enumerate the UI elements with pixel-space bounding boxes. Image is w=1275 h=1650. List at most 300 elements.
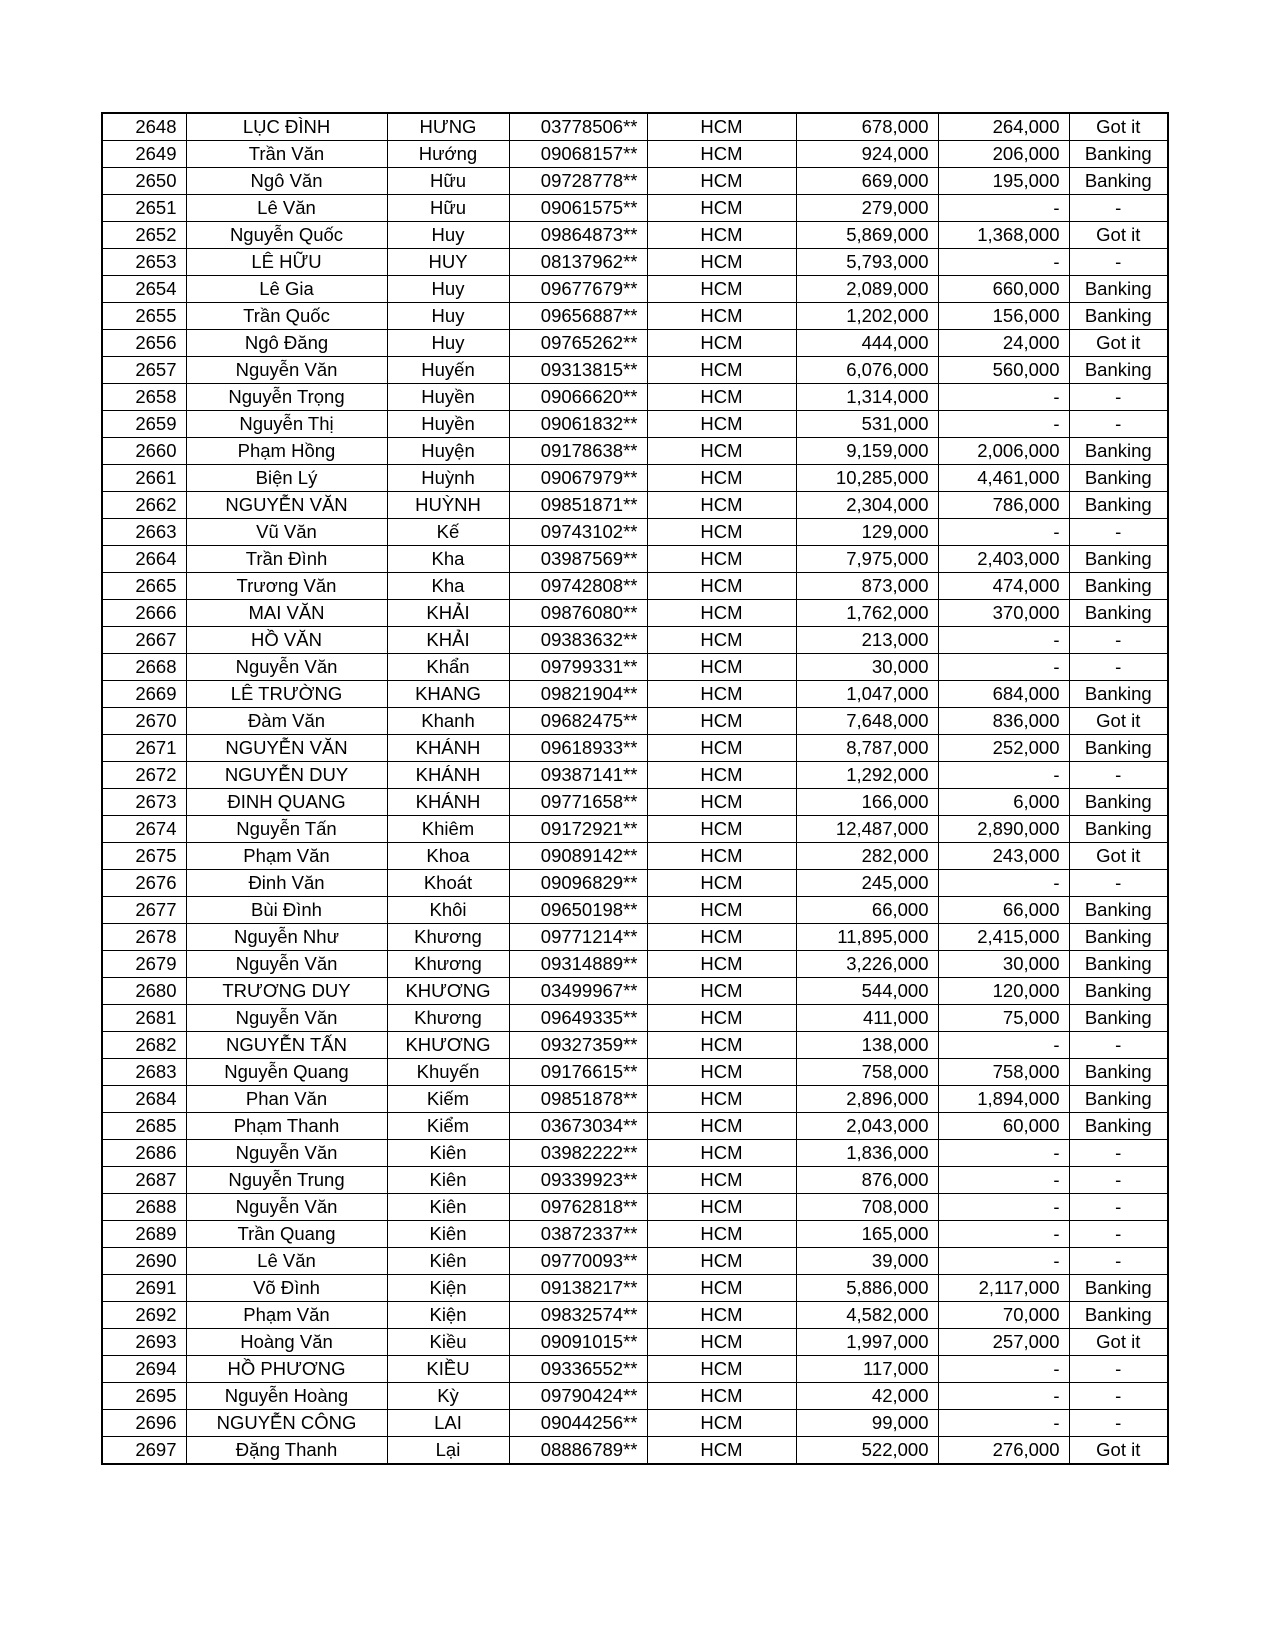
row-number-cell: 2652 bbox=[102, 222, 186, 249]
phone-cell: 09067979** bbox=[509, 465, 647, 492]
last-name-cell: LÊ TRƯỜNG bbox=[186, 681, 387, 708]
row-number-cell: 2655 bbox=[102, 303, 186, 330]
row-number-cell: 2648 bbox=[102, 113, 186, 141]
status-cell: - bbox=[1069, 195, 1168, 222]
status-cell: Banking bbox=[1069, 492, 1168, 519]
first-name-cell: HUY bbox=[387, 249, 509, 276]
city-cell: HCM bbox=[647, 654, 796, 681]
table-row bbox=[102, 195, 1168, 222]
city-cell: HCM bbox=[647, 600, 796, 627]
table-row bbox=[102, 681, 1168, 708]
row-number-cell: 2681 bbox=[102, 1005, 186, 1032]
phone-cell: 09677679** bbox=[509, 276, 647, 303]
table-row bbox=[102, 897, 1168, 924]
phone-cell: 09876080** bbox=[509, 600, 647, 627]
city-cell: HCM bbox=[647, 384, 796, 411]
row-number-cell: 2670 bbox=[102, 708, 186, 735]
bonus-cell: - bbox=[938, 1410, 1069, 1437]
city-cell: HCM bbox=[647, 924, 796, 951]
table-row bbox=[102, 357, 1168, 384]
amount-cell: 66,000 bbox=[796, 897, 938, 924]
phone-cell: 09089142** bbox=[509, 843, 647, 870]
table-row bbox=[102, 1113, 1168, 1140]
city-cell: HCM bbox=[647, 1086, 796, 1113]
phone-cell: 03872337** bbox=[509, 1221, 647, 1248]
status-cell: - bbox=[1069, 870, 1168, 897]
phone-cell: 03499967** bbox=[509, 978, 647, 1005]
amount-cell: 876,000 bbox=[796, 1167, 938, 1194]
first-name-cell: KHẢI bbox=[387, 627, 509, 654]
city-cell: HCM bbox=[647, 1437, 796, 1465]
amount-cell: 758,000 bbox=[796, 1059, 938, 1086]
amount-cell: 1,762,000 bbox=[796, 600, 938, 627]
status-cell: Banking bbox=[1069, 924, 1168, 951]
city-cell: HCM bbox=[647, 816, 796, 843]
row-number-cell: 2673 bbox=[102, 789, 186, 816]
table-row bbox=[102, 519, 1168, 546]
data-table bbox=[101, 112, 1169, 1465]
last-name-cell: Trần Văn bbox=[186, 141, 387, 168]
city-cell: HCM bbox=[647, 1221, 796, 1248]
last-name-cell: Nguyễn Như bbox=[186, 924, 387, 951]
first-name-cell: Lại bbox=[387, 1437, 509, 1465]
last-name-cell: Nguyễn Văn bbox=[186, 1140, 387, 1167]
table-row bbox=[102, 708, 1168, 735]
amount-cell: 1,292,000 bbox=[796, 762, 938, 789]
bonus-cell: 560,000 bbox=[938, 357, 1069, 384]
status-cell: Banking bbox=[1069, 1302, 1168, 1329]
first-name-cell: KHANG bbox=[387, 681, 509, 708]
phone-cell: 09314889** bbox=[509, 951, 647, 978]
last-name-cell: Nguyễn Văn bbox=[186, 357, 387, 384]
phone-cell: 09799331** bbox=[509, 654, 647, 681]
phone-cell: 09066620** bbox=[509, 384, 647, 411]
first-name-cell: Kỳ bbox=[387, 1383, 509, 1410]
last-name-cell: LỤC ĐÌNH bbox=[186, 113, 387, 141]
first-name-cell: KHƯƠNG bbox=[387, 1032, 509, 1059]
status-cell: Got it bbox=[1069, 222, 1168, 249]
row-number-cell: 2656 bbox=[102, 330, 186, 357]
last-name-cell: NGUYỄN VĂN bbox=[186, 492, 387, 519]
bonus-cell: 2,117,000 bbox=[938, 1275, 1069, 1302]
first-name-cell: Khương bbox=[387, 1005, 509, 1032]
last-name-cell: Nguyễn Quang bbox=[186, 1059, 387, 1086]
last-name-cell: HỒ PHƯƠNG bbox=[186, 1356, 387, 1383]
phone-cell: 09068157** bbox=[509, 141, 647, 168]
last-name-cell: ĐINH QUANG bbox=[186, 789, 387, 816]
amount-cell: 411,000 bbox=[796, 1005, 938, 1032]
city-cell: HCM bbox=[647, 411, 796, 438]
last-name-cell: MAI VĂN bbox=[186, 600, 387, 627]
city-cell: HCM bbox=[647, 1140, 796, 1167]
table-row bbox=[102, 465, 1168, 492]
last-name-cell: Nguyễn Văn bbox=[186, 951, 387, 978]
last-name-cell: NGUYỄN TẤN bbox=[186, 1032, 387, 1059]
row-number-cell: 2691 bbox=[102, 1275, 186, 1302]
status-cell: Banking bbox=[1069, 276, 1168, 303]
bonus-cell: 195,000 bbox=[938, 168, 1069, 195]
city-cell: HCM bbox=[647, 1113, 796, 1140]
status-cell: Banking bbox=[1069, 789, 1168, 816]
bonus-cell: - bbox=[938, 1140, 1069, 1167]
bonus-cell: 276,000 bbox=[938, 1437, 1069, 1465]
amount-cell: 2,043,000 bbox=[796, 1113, 938, 1140]
bonus-cell: - bbox=[938, 1356, 1069, 1383]
phone-cell: 09061575** bbox=[509, 195, 647, 222]
first-name-cell: KHÁNH bbox=[387, 789, 509, 816]
row-number-cell: 2667 bbox=[102, 627, 186, 654]
amount-cell: 1,202,000 bbox=[796, 303, 938, 330]
table-row bbox=[102, 978, 1168, 1005]
amount-cell: 678,000 bbox=[796, 113, 938, 141]
bonus-cell: 66,000 bbox=[938, 897, 1069, 924]
bonus-cell: - bbox=[938, 1383, 1069, 1410]
last-name-cell: HỒ VĂN bbox=[186, 627, 387, 654]
status-cell: Banking bbox=[1069, 978, 1168, 1005]
bonus-cell: 2,415,000 bbox=[938, 924, 1069, 951]
amount-cell: 4,582,000 bbox=[796, 1302, 938, 1329]
table-row bbox=[102, 1086, 1168, 1113]
status-cell: - bbox=[1069, 384, 1168, 411]
row-number-cell: 2676 bbox=[102, 870, 186, 897]
last-name-cell: NGUYỄN VĂN bbox=[186, 735, 387, 762]
last-name-cell: Nguyễn Thị bbox=[186, 411, 387, 438]
city-cell: HCM bbox=[647, 330, 796, 357]
first-name-cell: Khẩn bbox=[387, 654, 509, 681]
first-name-cell: Kiên bbox=[387, 1194, 509, 1221]
row-number-cell: 2682 bbox=[102, 1032, 186, 1059]
bonus-cell: 120,000 bbox=[938, 978, 1069, 1005]
status-cell: Got it bbox=[1069, 1437, 1168, 1465]
bonus-cell: 257,000 bbox=[938, 1329, 1069, 1356]
row-number-cell: 2694 bbox=[102, 1356, 186, 1383]
first-name-cell: Huy bbox=[387, 276, 509, 303]
row-number-cell: 2695 bbox=[102, 1383, 186, 1410]
row-number-cell: 2687 bbox=[102, 1167, 186, 1194]
last-name-cell: Trần Đình bbox=[186, 546, 387, 573]
bonus-cell: 786,000 bbox=[938, 492, 1069, 519]
status-cell: Banking bbox=[1069, 438, 1168, 465]
table-row bbox=[102, 1032, 1168, 1059]
city-cell: HCM bbox=[647, 546, 796, 573]
status-cell: Banking bbox=[1069, 546, 1168, 573]
first-name-cell: Kha bbox=[387, 546, 509, 573]
table-row bbox=[102, 1248, 1168, 1275]
row-number-cell: 2680 bbox=[102, 978, 186, 1005]
status-cell: - bbox=[1069, 519, 1168, 546]
phone-cell: 03778506** bbox=[509, 113, 647, 141]
status-cell: Banking bbox=[1069, 573, 1168, 600]
amount-cell: 42,000 bbox=[796, 1383, 938, 1410]
amount-cell: 213,000 bbox=[796, 627, 938, 654]
phone-cell: 09656887** bbox=[509, 303, 647, 330]
row-number-cell: 2649 bbox=[102, 141, 186, 168]
bonus-cell: 30,000 bbox=[938, 951, 1069, 978]
phone-cell: 09091015** bbox=[509, 1329, 647, 1356]
first-name-cell: Huỳnh bbox=[387, 465, 509, 492]
phone-cell: 09771658** bbox=[509, 789, 647, 816]
table-row bbox=[102, 627, 1168, 654]
amount-cell: 166,000 bbox=[796, 789, 938, 816]
status-cell: - bbox=[1069, 1356, 1168, 1383]
last-name-cell: LÊ HỮU bbox=[186, 249, 387, 276]
first-name-cell: LAI bbox=[387, 1410, 509, 1437]
amount-cell: 1,047,000 bbox=[796, 681, 938, 708]
last-name-cell: Lê Văn bbox=[186, 195, 387, 222]
status-cell: - bbox=[1069, 1140, 1168, 1167]
amount-cell: 5,869,000 bbox=[796, 222, 938, 249]
amount-cell: 5,886,000 bbox=[796, 1275, 938, 1302]
phone-cell: 09618933** bbox=[509, 735, 647, 762]
table-row bbox=[102, 762, 1168, 789]
table-row bbox=[102, 276, 1168, 303]
status-cell: - bbox=[1069, 1248, 1168, 1275]
city-cell: HCM bbox=[647, 465, 796, 492]
first-name-cell: Kế bbox=[387, 519, 509, 546]
status-cell: Banking bbox=[1069, 465, 1168, 492]
amount-cell: 99,000 bbox=[796, 1410, 938, 1437]
city-cell: HCM bbox=[647, 113, 796, 141]
city-cell: HCM bbox=[647, 249, 796, 276]
amount-cell: 10,285,000 bbox=[796, 465, 938, 492]
amount-cell: 1,997,000 bbox=[796, 1329, 938, 1356]
last-name-cell: Nguyễn Trung bbox=[186, 1167, 387, 1194]
amount-cell: 279,000 bbox=[796, 195, 938, 222]
last-name-cell: Phạm Văn bbox=[186, 1302, 387, 1329]
table-body bbox=[102, 113, 1168, 1464]
status-cell: Banking bbox=[1069, 735, 1168, 762]
amount-cell: 30,000 bbox=[796, 654, 938, 681]
bonus-cell: - bbox=[938, 1221, 1069, 1248]
first-name-cell: HƯNG bbox=[387, 113, 509, 141]
bonus-cell: 75,000 bbox=[938, 1005, 1069, 1032]
status-cell: Banking bbox=[1069, 1275, 1168, 1302]
first-name-cell: Hữu bbox=[387, 195, 509, 222]
amount-cell: 3,226,000 bbox=[796, 951, 938, 978]
row-number-cell: 2693 bbox=[102, 1329, 186, 1356]
city-cell: HCM bbox=[647, 897, 796, 924]
phone-cell: 09061832** bbox=[509, 411, 647, 438]
city-cell: HCM bbox=[647, 303, 796, 330]
row-number-cell: 2651 bbox=[102, 195, 186, 222]
first-name-cell: Kiều bbox=[387, 1329, 509, 1356]
bonus-cell: - bbox=[938, 627, 1069, 654]
table-row bbox=[102, 222, 1168, 249]
amount-cell: 444,000 bbox=[796, 330, 938, 357]
last-name-cell: Nguyễn Trọng bbox=[186, 384, 387, 411]
city-cell: HCM bbox=[647, 1410, 796, 1437]
row-number-cell: 2659 bbox=[102, 411, 186, 438]
table-row bbox=[102, 1410, 1168, 1437]
last-name-cell: Nguyễn Hoàng bbox=[186, 1383, 387, 1410]
phone-cell: 09650198** bbox=[509, 897, 647, 924]
table-row bbox=[102, 330, 1168, 357]
phone-cell: 09832574** bbox=[509, 1302, 647, 1329]
table-row bbox=[102, 303, 1168, 330]
row-number-cell: 2664 bbox=[102, 546, 186, 573]
first-name-cell: Khuyến bbox=[387, 1059, 509, 1086]
first-name-cell: Hữu bbox=[387, 168, 509, 195]
last-name-cell: Võ Đình bbox=[186, 1275, 387, 1302]
city-cell: HCM bbox=[647, 843, 796, 870]
last-name-cell: TRƯƠNG DUY bbox=[186, 978, 387, 1005]
status-cell: - bbox=[1069, 249, 1168, 276]
status-cell: Got it bbox=[1069, 843, 1168, 870]
city-cell: HCM bbox=[647, 1383, 796, 1410]
first-name-cell: Khương bbox=[387, 924, 509, 951]
row-number-cell: 2650 bbox=[102, 168, 186, 195]
first-name-cell: Huyền bbox=[387, 411, 509, 438]
row-number-cell: 2684 bbox=[102, 1086, 186, 1113]
first-name-cell: Kiện bbox=[387, 1275, 509, 1302]
last-name-cell: Biện Lý bbox=[186, 465, 387, 492]
phone-cell: 03673034** bbox=[509, 1113, 647, 1140]
row-number-cell: 2654 bbox=[102, 276, 186, 303]
amount-cell: 245,000 bbox=[796, 870, 938, 897]
table-row bbox=[102, 870, 1168, 897]
table-row bbox=[102, 789, 1168, 816]
table-row bbox=[102, 735, 1168, 762]
amount-cell: 7,648,000 bbox=[796, 708, 938, 735]
status-cell: - bbox=[1069, 411, 1168, 438]
table-row bbox=[102, 1437, 1168, 1465]
bonus-cell: 2,403,000 bbox=[938, 546, 1069, 573]
amount-cell: 8,787,000 bbox=[796, 735, 938, 762]
first-name-cell: Kiên bbox=[387, 1248, 509, 1275]
bonus-cell: - bbox=[938, 411, 1069, 438]
city-cell: HCM bbox=[647, 1248, 796, 1275]
table-row bbox=[102, 411, 1168, 438]
amount-cell: 2,304,000 bbox=[796, 492, 938, 519]
table-row bbox=[102, 113, 1168, 141]
last-name-cell: Trần Quang bbox=[186, 1221, 387, 1248]
row-number-cell: 2668 bbox=[102, 654, 186, 681]
table-row bbox=[102, 438, 1168, 465]
bonus-cell: 758,000 bbox=[938, 1059, 1069, 1086]
row-number-cell: 2675 bbox=[102, 843, 186, 870]
bonus-cell: - bbox=[938, 1032, 1069, 1059]
phone-cell: 09790424** bbox=[509, 1383, 647, 1410]
bonus-cell: 660,000 bbox=[938, 276, 1069, 303]
city-cell: HCM bbox=[647, 681, 796, 708]
amount-cell: 7,975,000 bbox=[796, 546, 938, 573]
phone-cell: 09770093** bbox=[509, 1248, 647, 1275]
status-cell: Got it bbox=[1069, 330, 1168, 357]
city-cell: HCM bbox=[647, 708, 796, 735]
table-row bbox=[102, 600, 1168, 627]
bonus-cell: - bbox=[938, 870, 1069, 897]
row-number-cell: 2658 bbox=[102, 384, 186, 411]
amount-cell: 39,000 bbox=[796, 1248, 938, 1275]
city-cell: HCM bbox=[647, 1005, 796, 1032]
phone-cell: 08137962** bbox=[509, 249, 647, 276]
bonus-cell: - bbox=[938, 1194, 1069, 1221]
bonus-cell: 206,000 bbox=[938, 141, 1069, 168]
status-cell: - bbox=[1069, 1221, 1168, 1248]
phone-cell: 09387141** bbox=[509, 762, 647, 789]
first-name-cell: Kiên bbox=[387, 1167, 509, 1194]
table-row bbox=[102, 168, 1168, 195]
table-row bbox=[102, 816, 1168, 843]
last-name-cell: Nguyễn Văn bbox=[186, 654, 387, 681]
city-cell: HCM bbox=[647, 141, 796, 168]
phone-cell: 09339923** bbox=[509, 1167, 647, 1194]
status-cell: - bbox=[1069, 1032, 1168, 1059]
row-number-cell: 2671 bbox=[102, 735, 186, 762]
table-row bbox=[102, 1194, 1168, 1221]
city-cell: HCM bbox=[647, 195, 796, 222]
city-cell: HCM bbox=[647, 1302, 796, 1329]
last-name-cell: Lê Văn bbox=[186, 1248, 387, 1275]
bonus-cell: - bbox=[938, 654, 1069, 681]
amount-cell: 282,000 bbox=[796, 843, 938, 870]
row-number-cell: 2661 bbox=[102, 465, 186, 492]
first-name-cell: KHÁNH bbox=[387, 735, 509, 762]
table-row bbox=[102, 1329, 1168, 1356]
phone-cell: 09172921** bbox=[509, 816, 647, 843]
bonus-cell: 1,894,000 bbox=[938, 1086, 1069, 1113]
first-name-cell: Huy bbox=[387, 303, 509, 330]
table-row bbox=[102, 951, 1168, 978]
first-name-cell: HUỲNH bbox=[387, 492, 509, 519]
first-name-cell: Kiếm bbox=[387, 1086, 509, 1113]
status-cell: Banking bbox=[1069, 897, 1168, 924]
table-row bbox=[102, 141, 1168, 168]
table-row bbox=[102, 1356, 1168, 1383]
bonus-cell: - bbox=[938, 249, 1069, 276]
amount-cell: 522,000 bbox=[796, 1437, 938, 1465]
status-cell: - bbox=[1069, 1167, 1168, 1194]
status-cell: Banking bbox=[1069, 600, 1168, 627]
phone-cell: 08886789** bbox=[509, 1437, 647, 1465]
city-cell: HCM bbox=[647, 1356, 796, 1383]
table-row bbox=[102, 249, 1168, 276]
last-name-cell: Đặng Thanh bbox=[186, 1437, 387, 1465]
last-name-cell: Trần Quốc bbox=[186, 303, 387, 330]
city-cell: HCM bbox=[647, 627, 796, 654]
city-cell: HCM bbox=[647, 438, 796, 465]
first-name-cell: Huy bbox=[387, 222, 509, 249]
table-row bbox=[102, 384, 1168, 411]
amount-cell: 873,000 bbox=[796, 573, 938, 600]
bonus-cell: 684,000 bbox=[938, 681, 1069, 708]
row-number-cell: 2685 bbox=[102, 1113, 186, 1140]
row-number-cell: 2692 bbox=[102, 1302, 186, 1329]
last-name-cell: Nguyễn Tấn bbox=[186, 816, 387, 843]
bonus-cell: 474,000 bbox=[938, 573, 1069, 600]
phone-cell: 03987569** bbox=[509, 546, 647, 573]
row-number-cell: 2669 bbox=[102, 681, 186, 708]
row-number-cell: 2690 bbox=[102, 1248, 186, 1275]
bonus-cell: - bbox=[938, 384, 1069, 411]
phone-cell: 09682475** bbox=[509, 708, 647, 735]
first-name-cell: Kiện bbox=[387, 1302, 509, 1329]
last-name-cell: Trương Văn bbox=[186, 573, 387, 600]
phone-cell: 03982222** bbox=[509, 1140, 647, 1167]
table-row bbox=[102, 654, 1168, 681]
status-cell: Banking bbox=[1069, 816, 1168, 843]
phone-cell: 09743102** bbox=[509, 519, 647, 546]
bonus-cell: - bbox=[938, 762, 1069, 789]
city-cell: HCM bbox=[647, 357, 796, 384]
first-name-cell: Huy bbox=[387, 330, 509, 357]
first-name-cell: Huyền bbox=[387, 384, 509, 411]
last-name-cell: Phạm Thanh bbox=[186, 1113, 387, 1140]
table-row bbox=[102, 546, 1168, 573]
bonus-cell: 243,000 bbox=[938, 843, 1069, 870]
last-name-cell: Phan Văn bbox=[186, 1086, 387, 1113]
row-number-cell: 2688 bbox=[102, 1194, 186, 1221]
